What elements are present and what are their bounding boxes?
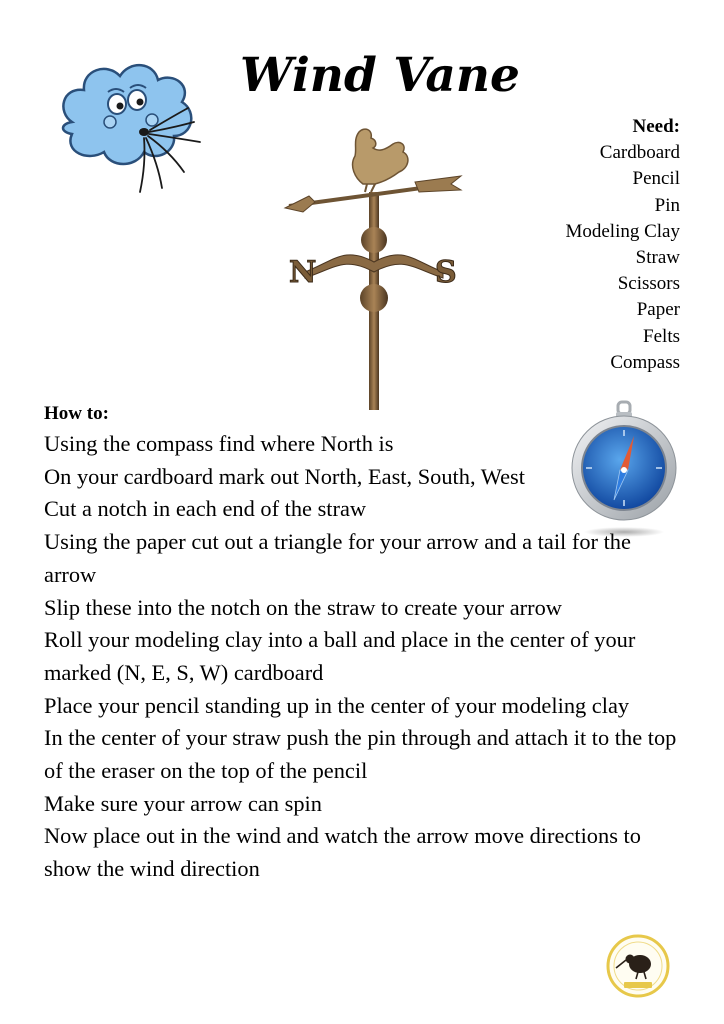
material-item: Cardboard (599, 142, 680, 164)
material-item: Modeling Clay (565, 220, 680, 242)
blowing-cloud-icon (52, 52, 212, 202)
material-item: Scissors (617, 273, 680, 295)
instruction-step: Now place out in the wind and watch the arrow move directions to show the wind direction (44, 823, 641, 882)
page-title: Wind Vane (240, 48, 520, 103)
material-item: Felts (643, 325, 680, 347)
material-item: Straw (635, 247, 680, 269)
instructions-list (44, 428, 684, 886)
kiwi-logo-icon (606, 934, 670, 998)
material-item: Paper (636, 299, 680, 321)
materials-heading: Need: (632, 116, 680, 137)
instruction-step: On your cardboard mark out North, East, South, West (44, 463, 525, 489)
weather-vane-icon (275, 122, 475, 410)
vane-letter-south: S (435, 255, 457, 290)
instruction-step: Cut a notch in each end of the straw (44, 496, 367, 522)
instruction-step: Roll your modeling clay into a ball and place in the center of your marked (N, E, S, W) cardboard (44, 627, 636, 685)
instruction-step: Slip these into the notch on the straw to create your arrow (44, 594, 562, 620)
material-item: Compass (610, 351, 680, 373)
instruction-step: Using the paper cut out a triangle for your arrow and a tail for the arrow (44, 529, 631, 587)
instructions-heading: How to: (44, 403, 109, 424)
material-item: Pin (654, 194, 680, 216)
instruction-step: Make sure your arrow can spin (44, 790, 322, 816)
materials-list (565, 114, 680, 376)
instruction-step: Place your pencil standing up in the center of your modeling clay (44, 692, 630, 718)
instruction-step: In the center of your straw push the pin through and attach it to the top of the eraser on the top of the pencil (44, 725, 677, 784)
material-item: Pencil (632, 168, 680, 190)
instruction-step: Using the compass find where North is (44, 431, 394, 456)
vane-letter-north: N (289, 255, 317, 290)
